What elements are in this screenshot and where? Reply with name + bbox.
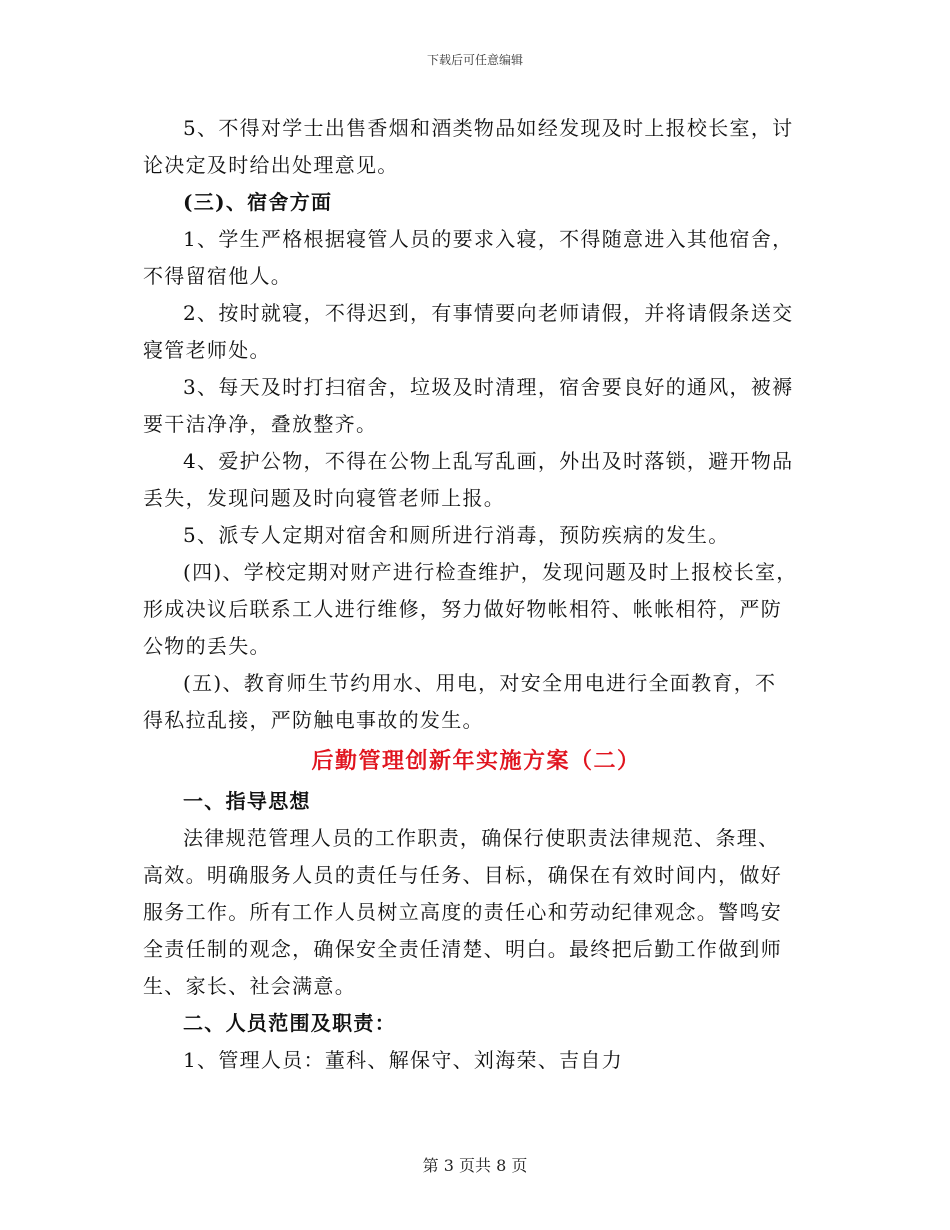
text-line: 不得留宿他人。 bbox=[143, 264, 293, 288]
text-line: 1、管理人员：董科、解保守、刘海荣、吉自力 bbox=[183, 1048, 624, 1072]
section-heading-dormitory bbox=[143, 184, 809, 221]
paragraph-management-staff bbox=[143, 1042, 809, 1079]
page-footer: 第 3 页共 8 页 bbox=[422, 1156, 528, 1175]
heading-text: 二、人员范围及职责： bbox=[183, 1011, 396, 1035]
text-line: 3、每天及时打扫宿舍，垃圾及时清理，宿舍要良好的通风，被褥 bbox=[183, 375, 794, 399]
text-line: 服务工作。所有工作人员树立高度的责任心和劳动纪律观念。警鸣安 bbox=[143, 900, 782, 924]
text-line: 寝管老师处。 bbox=[143, 338, 271, 362]
paragraph-item-5-tobacco bbox=[143, 110, 809, 184]
text-line: 法律规范管理人员的工作职责，确保行使职责法律规范、条理、 bbox=[183, 826, 780, 850]
text-line: 要干洁净净，叠放整齐。 bbox=[143, 412, 378, 436]
text-line: 高效。明确服务人员的责任与任务、目标，确保在有效时间内，做好 bbox=[143, 863, 782, 887]
paragraph-dorm-rule-2 bbox=[143, 295, 809, 369]
paragraph-dorm-rule-1 bbox=[143, 221, 809, 295]
section-heading-personnel bbox=[143, 1005, 809, 1042]
text-line: 1、学生严格根据寝管人员的要求入寝，不得随意进入其他宿舍， bbox=[183, 227, 794, 251]
page-header: 下载后可任意编辑 bbox=[426, 53, 523, 67]
heading-text: (三)、宿舍方面 bbox=[183, 190, 333, 214]
text-line: 5、派专人定期对宿舍和厕所进行消毒，预防疾病的发生。 bbox=[183, 523, 730, 547]
text-line: (五)、教育师生节约用水、用电，对安全用电进行全面教育，不 bbox=[183, 671, 777, 695]
paragraph-section-4 bbox=[143, 554, 809, 665]
paragraph-guiding-ideology bbox=[143, 820, 809, 1005]
paragraph-dorm-rule-5 bbox=[143, 517, 809, 554]
text-line: 2、按时就寝，不得迟到，有事情要向老师请假，并将请假条送交 bbox=[183, 301, 794, 325]
paragraph-dorm-rule-4 bbox=[143, 443, 809, 517]
document-body bbox=[143, 110, 809, 1079]
paragraph-dorm-rule-3 bbox=[143, 369, 809, 443]
text-line: 生、家长、社会满意。 bbox=[143, 974, 356, 998]
text-line: 丢失，发现问题及时向寝管老师上报。 bbox=[143, 486, 506, 510]
text-line: 形成决议后联系工人进行维修，努力做好物帐相符、帐帐相符，严防 bbox=[143, 597, 782, 621]
text-line: 公物的丢失。 bbox=[143, 634, 271, 658]
text-line: 得私拉乱接，严防触电事故的发生。 bbox=[143, 708, 484, 732]
text-line: (四)、学校定期对财产进行检查维护，发现问题及时上报校长室， bbox=[183, 560, 798, 584]
paragraph-section-5 bbox=[143, 665, 809, 739]
text-line: 论决定及时给出处理意见。 bbox=[143, 153, 399, 177]
text-line: 全责任制的观念，确保安全责任清楚、明白。最终把后勤工作做到师 bbox=[143, 937, 782, 961]
text-line: 5、不得对学士出售香烟和酒类物品如经发现及时上报校长室，讨 bbox=[183, 116, 794, 140]
document-title: 后勤管理创新年实施方案（二） bbox=[311, 748, 641, 774]
section-heading-guiding-ideology bbox=[143, 783, 809, 820]
text-line: 4、爱护公物，不得在公物上乱写乱画，外出及时落锁，避开物品 bbox=[183, 449, 794, 473]
heading-text: 一、指导思想 bbox=[183, 789, 311, 813]
